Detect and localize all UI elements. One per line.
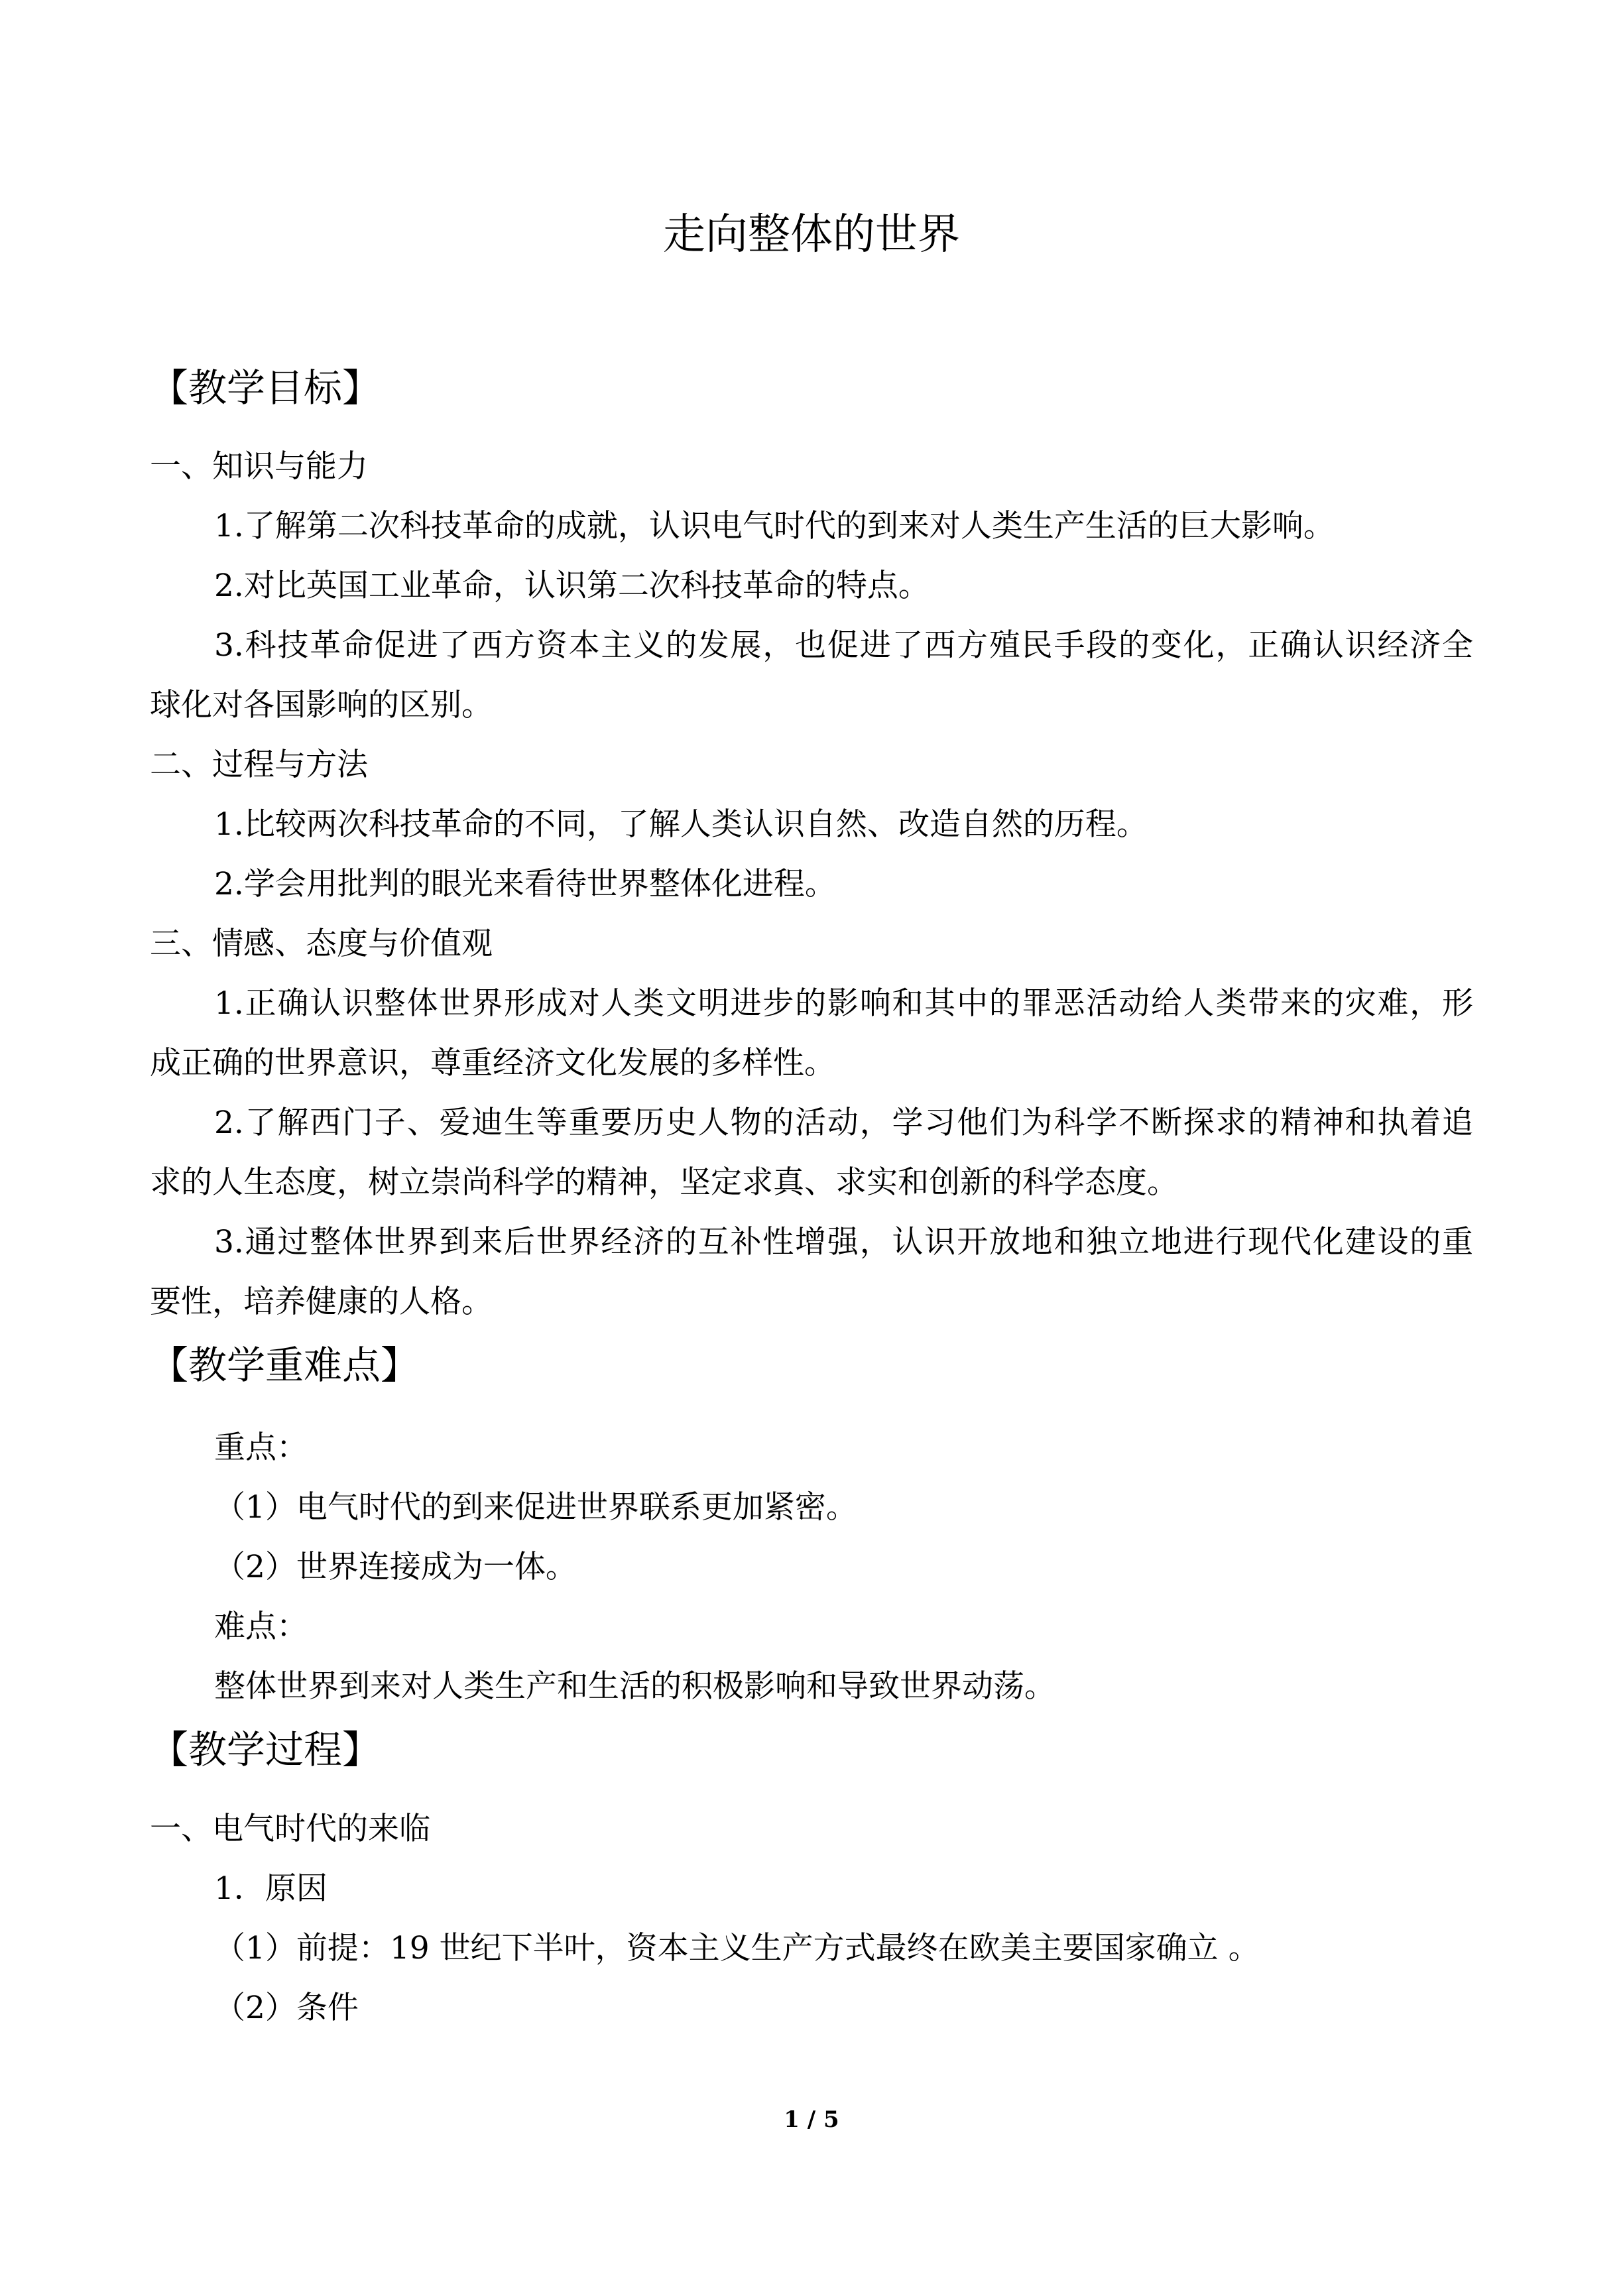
section-heading-process: 【教学过程】 — [150, 1727, 381, 1772]
process-part1-item2: （2）条件 — [214, 1990, 359, 2026]
key-points-focus2: （2）世界连接成为一体。 — [214, 1549, 577, 1585]
page-number: 1 / 5 — [784, 2106, 839, 2133]
objectives-part3-heading: 三、情感、态度与价值观 — [150, 926, 493, 962]
objectives-part1-item3-line1: 3.科技革命促进了西方资本主义的发展，也促进了西方殖民手段的变化，正确认识经济全 — [214, 627, 1473, 664]
key-points-difficulty-label: 难点： — [214, 1608, 308, 1645]
objectives-part3-item1-line1: 1.正确认识整体世界形成对人类文明进步的影响和其中的罪恶活动给人类带来的灾难，形 — [214, 985, 1473, 1022]
objectives-part3-item1-line2: 成正确的世界意识，尊重经济文化发展的多样性。 — [150, 1045, 835, 1081]
process-part1-item1: （1）前提：19 世纪下半叶，资本主义生产方式最终在欧美主要国家确立 。 — [214, 1930, 1260, 1966]
objectives-part1-heading: 一、知识与能力 — [150, 448, 368, 485]
key-points-difficulty1: 整体世界到来对人类生产和生活的积极影响和导致世界动荡。 — [214, 1668, 1055, 1705]
document-title: 走向整体的世界 — [663, 210, 960, 259]
section-heading-objectives: 【教学目标】 — [150, 365, 381, 410]
objectives-part1-item3-line2: 球化对各国影响的区别。 — [150, 687, 493, 723]
process-part1-sub1: 1．原因 — [214, 1870, 328, 1907]
objectives-part3-item3-line2: 要性，培养健康的人格。 — [150, 1284, 493, 1320]
objectives-part2-heading: 二、过程与方法 — [150, 747, 368, 783]
objectives-part3-item3-line1: 3.通过整体世界到来后世界经济的互补性增强，认识开放地和独立地进行现代化建设的重 — [214, 1224, 1473, 1260]
objectives-part2-item1: 1.比较两次科技革命的不同，了解人类认识自然、改造自然的历程。 — [214, 806, 1148, 843]
process-part1-heading: 一、电气时代的来临 — [150, 1811, 430, 1847]
key-points-focus1: （1）电气时代的到来促进世界联系更加紧密。 — [214, 1489, 857, 1526]
objectives-part1-item1: 1.了解第二次科技革命的成就，认识电气时代的到来对人类生产生活的巨大影响。 — [214, 508, 1335, 544]
key-points-focus-label: 重点： — [214, 1429, 308, 1466]
objectives-part3-item2-line1: 2.了解西门子、爱迪生等重要历史人物的活动，学习他们为科学不断探求的精神和执着追 — [214, 1105, 1473, 1141]
objectives-part3-item2-line2: 求的人生态度，树立崇尚科学的精神，坚定求真、求实和创新的科学态度。 — [150, 1164, 1178, 1201]
objectives-part1-item2: 2.对比英国工业革命，认识第二次科技革命的特点。 — [214, 568, 930, 604]
objectives-part2-item2: 2.学会用批判的眼光来看待世界整体化进程。 — [214, 866, 836, 902]
section-heading-key-points: 【教学重难点】 — [150, 1343, 420, 1388]
